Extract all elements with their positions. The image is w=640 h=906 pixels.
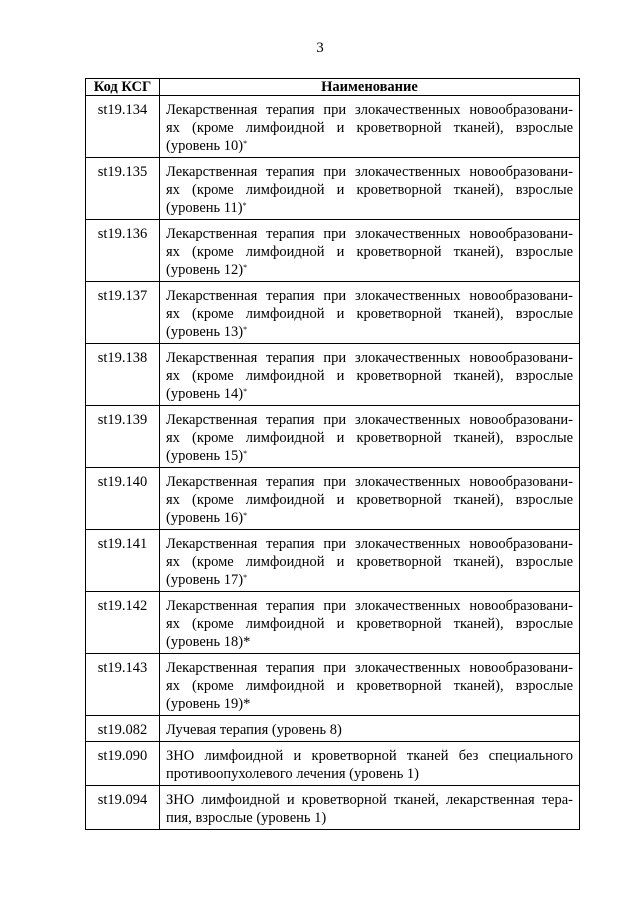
name-line-text: (уровень 16)	[166, 510, 244, 526]
name-line	[166, 695, 573, 713]
name-line-text: Лекарственная терапия при злокачественных новообразовани-	[166, 102, 573, 118]
ksg-code-cell: st19.136	[86, 220, 160, 282]
footnote-mark: *	[243, 139, 248, 148]
ksg-code-cell: st19.138	[86, 344, 160, 406]
table-row	[86, 158, 580, 220]
ksg-name-cell	[160, 716, 580, 742]
name-line	[166, 677, 573, 695]
name-line	[166, 163, 573, 181]
ksg-code-cell: st19.137	[86, 282, 160, 344]
name-line	[166, 261, 573, 279]
name-line	[166, 509, 573, 527]
table-row	[86, 716, 580, 742]
name-line	[166, 243, 573, 261]
name-line-text: ях (кроме лимфоидной и кроветворной тканей), взрослые	[166, 616, 573, 632]
name-line-text: Лекарственная терапия при злокачественных новообразовани-	[166, 164, 573, 180]
ksg-name-cell	[160, 158, 580, 220]
name-line-text: ях (кроме лимфоидной и кроветворной тканей), взрослые	[166, 306, 573, 322]
table-row	[86, 406, 580, 468]
name-line	[166, 225, 573, 243]
name-line-text: ях (кроме лимфоидной и кроветворной тканей), взрослые	[166, 554, 573, 570]
name-line	[166, 429, 573, 447]
ksg-name-cell	[160, 742, 580, 786]
ksg-code-cell: st19.090	[86, 742, 160, 786]
name-line	[166, 101, 573, 119]
ksg-name-cell	[160, 654, 580, 716]
table-header-row	[86, 79, 580, 96]
ksg-code-cell: st19.142	[86, 592, 160, 654]
table-row	[86, 742, 580, 786]
ksg-name-cell	[160, 96, 580, 158]
footnote-mark: *	[243, 387, 248, 396]
name-line-text: (уровень 19)	[166, 696, 244, 712]
footnote-mark: *	[242, 201, 247, 210]
ksg-code-cell: st19.082	[86, 716, 160, 742]
name-line	[166, 535, 573, 553]
name-line-text: ЗНО лимфоидной и кроветворной тканей без специального	[166, 748, 573, 764]
ksg-code-cell: st19.134	[86, 96, 160, 158]
column-header-name: Наименование	[160, 79, 580, 96]
name-line-text: (уровень 12)	[166, 262, 244, 278]
name-line	[166, 747, 573, 765]
column-header-code: Код КСГ	[86, 79, 160, 96]
name-line-text: Лекарственная терапия при злокачественных новообразовани-	[166, 598, 573, 614]
name-line	[166, 137, 573, 155]
name-line-text: Лекарственная терапия при злокачественных новообразовани-	[166, 350, 573, 366]
name-line	[166, 473, 573, 491]
table-row	[86, 344, 580, 406]
table-row	[86, 96, 580, 158]
name-line	[166, 411, 573, 429]
table-row	[86, 592, 580, 654]
footnote-mark: *	[243, 511, 248, 520]
name-line	[166, 367, 573, 385]
name-line-text: (уровень 10)	[166, 138, 244, 154]
ksg-code-cell: st19.140	[86, 468, 160, 530]
name-line-text: ях (кроме лимфоидной и кроветворной тканей), взрослые	[166, 182, 573, 198]
ksg-table	[85, 78, 580, 830]
name-line	[166, 305, 573, 323]
name-line	[166, 199, 573, 217]
ksg-name-cell	[160, 468, 580, 530]
footnote-mark: *	[243, 634, 251, 650]
name-line-text: пия, взрослые (уровень 1)	[166, 810, 327, 826]
name-line	[166, 553, 573, 571]
name-line	[166, 119, 573, 137]
name-line-text: (уровень 15)	[166, 448, 244, 464]
name-line-text: (уровень 18)	[166, 634, 244, 650]
name-line-text: ях (кроме лимфоидной и кроветворной тканей), взрослые	[166, 120, 573, 136]
name-line	[166, 765, 573, 783]
page-number: 3	[316, 40, 324, 56]
ksg-code-cell: st19.139	[86, 406, 160, 468]
name-line-text: (уровень 13)	[166, 324, 244, 340]
ksg-name-cell	[160, 344, 580, 406]
name-line-text: ях (кроме лимфоидной и кроветворной тканей), взрослые	[166, 430, 573, 446]
table-row	[86, 468, 580, 530]
table-row	[86, 786, 580, 830]
ksg-code-cell: st19.143	[86, 654, 160, 716]
name-line	[166, 571, 573, 589]
ksg-name-cell	[160, 786, 580, 830]
ksg-code-cell: st19.094	[86, 786, 160, 830]
name-line	[166, 633, 573, 651]
ksg-name-cell	[160, 592, 580, 654]
table-row	[86, 282, 580, 344]
name-line-text: Лекарственная терапия при злокачественных новообразовани-	[166, 412, 573, 428]
name-line-text: ях (кроме лимфоидной и кроветворной тканей), взрослые	[166, 678, 573, 694]
ksg-name-cell	[160, 282, 580, 344]
name-line	[166, 491, 573, 509]
name-line	[166, 447, 573, 465]
name-line-text: (уровень 14)	[166, 386, 244, 402]
name-line	[166, 349, 573, 367]
name-line-text: Лекарственная терапия при злокачественных новообразовани-	[166, 474, 573, 490]
ksg-name-cell	[160, 406, 580, 468]
table-row	[86, 220, 580, 282]
name-line	[166, 181, 573, 199]
ksg-name-cell	[160, 530, 580, 592]
ksg-name-cell	[160, 220, 580, 282]
table-row	[86, 654, 580, 716]
footnote-mark: *	[243, 449, 248, 458]
name-line-text: ях (кроме лимфоидной и кроветворной тканей), взрослые	[166, 368, 573, 384]
footnote-mark: *	[243, 696, 251, 712]
name-line-text: (уровень 17)	[166, 572, 244, 588]
name-line-text: Лекарственная терапия при злокачественных новообразовани-	[166, 288, 573, 304]
name-line-text: ЗНО лимфоидной и кроветворной тканей, лекарственная тера-	[166, 792, 573, 808]
name-line	[166, 323, 573, 341]
name-line	[166, 287, 573, 305]
name-line	[166, 615, 573, 633]
name-line	[166, 659, 573, 677]
name-line-text: (уровень 11)	[166, 200, 243, 216]
name-line-text: ях (кроме лимфоидной и кроветворной тканей), взрослые	[166, 492, 573, 508]
table-row	[86, 530, 580, 592]
footnote-mark: *	[243, 573, 248, 582]
footnote-mark: *	[243, 325, 248, 334]
name-line	[166, 597, 573, 615]
name-line	[166, 721, 573, 739]
name-line-text: Лекарственная терапия при злокачественных новообразовани-	[166, 660, 573, 676]
name-line	[166, 385, 573, 403]
name-line-text: противоопухолевого лечения (уровень 1)	[166, 766, 420, 782]
name-line-text: ях (кроме лимфоидной и кроветворной тканей), взрослые	[166, 244, 573, 260]
ksg-code-cell: st19.141	[86, 530, 160, 592]
name-line-text: Лучевая терапия (уровень 8)	[166, 722, 342, 738]
name-line	[166, 809, 573, 827]
ksg-code-cell: st19.135	[86, 158, 160, 220]
name-line	[166, 791, 573, 809]
name-line-text: Лекарственная терапия при злокачественных новообразовани-	[166, 226, 573, 242]
footnote-mark: *	[243, 263, 248, 272]
name-line-text: Лекарственная терапия при злокачественных новообразовани-	[166, 536, 573, 552]
